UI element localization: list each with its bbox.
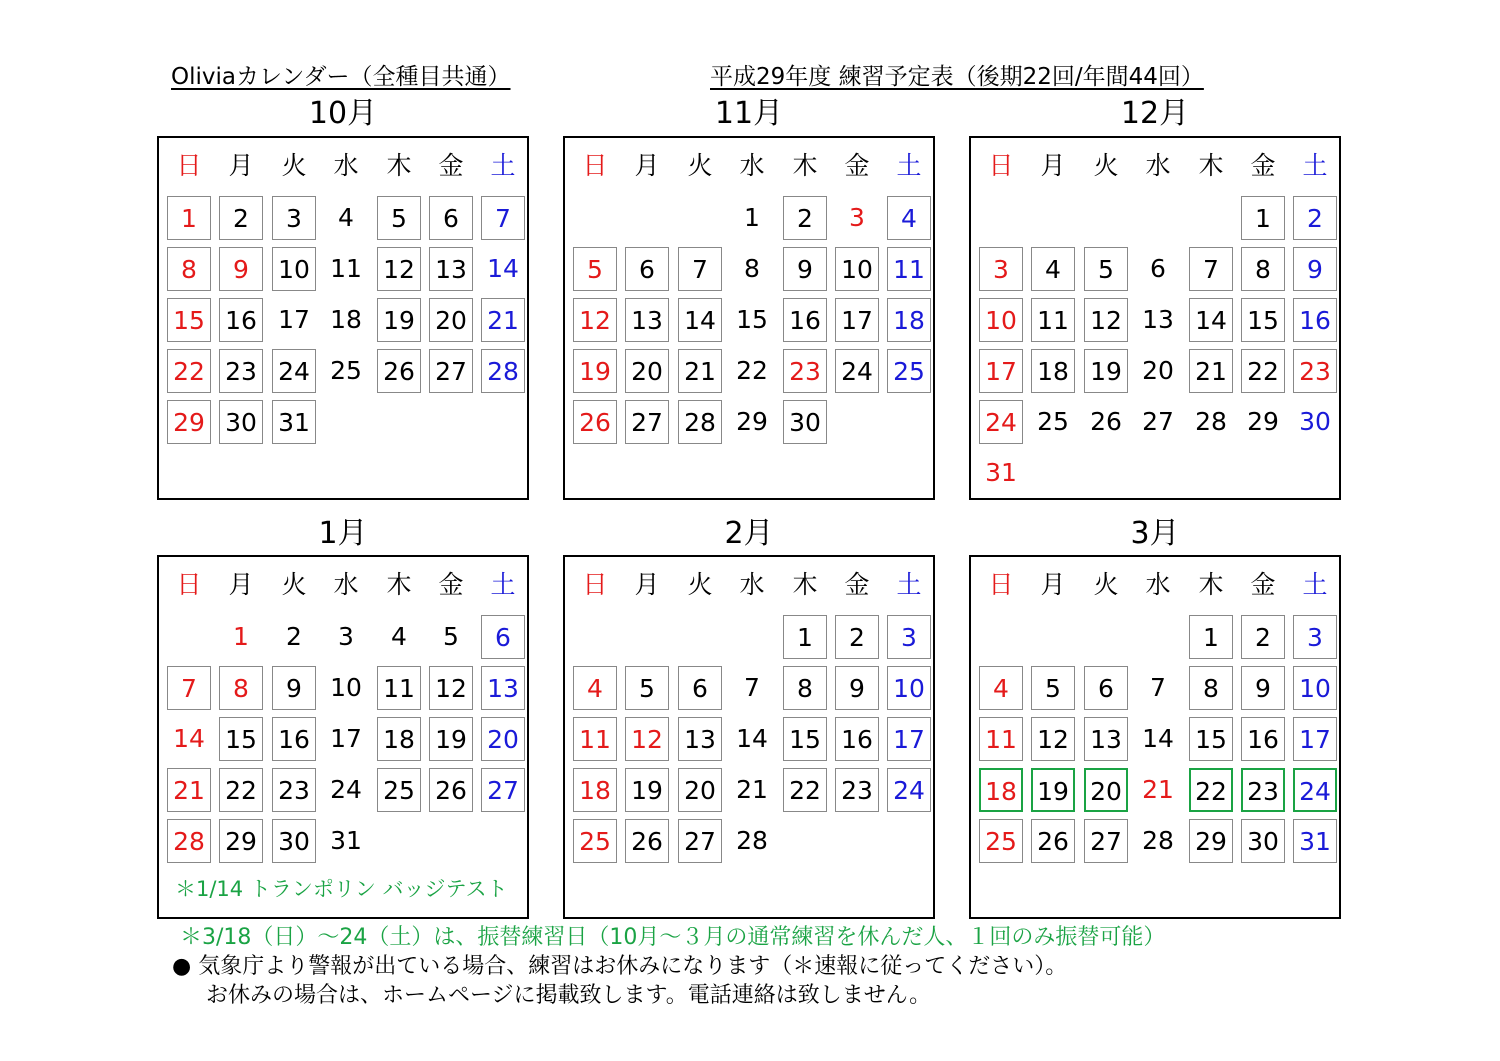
day-cell: 3	[1293, 615, 1337, 659]
day-cell: 12	[625, 717, 669, 761]
day-cell: 21	[167, 768, 211, 812]
day-cell: 2	[219, 196, 263, 240]
day-cell: 1	[233, 622, 249, 651]
day-cell: 9	[1293, 247, 1337, 291]
day-cell: 13	[625, 298, 669, 342]
day-cell: 24	[835, 349, 879, 393]
day-cell: 7	[744, 673, 760, 702]
day-cell: 5	[443, 622, 459, 651]
day-cell: 3	[272, 196, 316, 240]
weekday-header: 木	[386, 570, 412, 599]
day-cell: 2	[1293, 196, 1337, 240]
day-cell: 24	[1293, 768, 1337, 812]
day-cell: 18	[573, 768, 617, 812]
day-cell: 23	[783, 349, 827, 393]
month-calendar	[157, 136, 529, 500]
day-cell: 20	[429, 298, 473, 342]
day-cell: 14	[173, 724, 205, 753]
day-cell: 29	[736, 407, 768, 436]
month-title: 2月	[724, 516, 774, 551]
weekday-header: 火	[1093, 570, 1119, 599]
month-title: 1月	[318, 516, 368, 551]
day-cell: 28	[167, 819, 211, 863]
day-cell: 7	[1150, 673, 1166, 702]
weekday-header: 水	[1145, 570, 1171, 599]
weekday-header: 土	[896, 151, 922, 180]
footer-website-note: お休みの場合は、ホームページに掲載致します。電話連絡は致しません。	[206, 983, 932, 1008]
day-cell: 16	[783, 298, 827, 342]
day-cell: 29	[1189, 819, 1233, 863]
day-cell: 18	[1031, 349, 1075, 393]
day-cell: 11	[377, 666, 421, 710]
month-title: 10月	[308, 96, 378, 131]
day-cell: 7	[481, 196, 525, 240]
day-cell: 15	[167, 298, 211, 342]
weekday-header: 水	[739, 570, 765, 599]
day-cell: 19	[1031, 768, 1075, 812]
day-cell: 1	[1189, 615, 1233, 659]
month-calendar	[563, 555, 935, 919]
day-cell: 20	[678, 768, 722, 812]
month-title: 3月	[1130, 516, 1180, 551]
day-cell: 7	[1189, 247, 1233, 291]
day-cell: 23	[272, 768, 316, 812]
month-calendar	[563, 136, 935, 500]
footer-warning-note: ● 気象庁より警報が出ている場合、練習はお休みになります（＊速報に従ってください）。	[172, 954, 1068, 979]
day-cell: 4	[338, 203, 354, 232]
day-cell: 17	[835, 298, 879, 342]
weekday-header: 土	[1302, 570, 1328, 599]
day-cell: 21	[678, 349, 722, 393]
day-cell: 5	[1031, 666, 1075, 710]
day-cell: 16	[272, 717, 316, 761]
month-title: 12月	[1120, 96, 1190, 131]
day-cell: 12	[377, 247, 421, 291]
weekday-header: 土	[1302, 151, 1328, 180]
day-cell: 10	[979, 298, 1023, 342]
day-cell: 4	[979, 666, 1023, 710]
day-cell: 15	[736, 305, 768, 334]
day-cell: 11	[573, 717, 617, 761]
day-cell: 23	[219, 349, 263, 393]
weekday-header: 火	[281, 151, 307, 180]
day-cell: 20	[481, 717, 525, 761]
weekday-header: 月	[228, 570, 254, 599]
weekday-header: 日	[176, 151, 202, 180]
weekday-header: 水	[333, 151, 359, 180]
day-cell: 8	[744, 254, 760, 283]
day-cell: 17	[887, 717, 931, 761]
day-cell: 16	[835, 717, 879, 761]
weekday-header: 日	[176, 570, 202, 599]
day-cell: 12	[1031, 717, 1075, 761]
day-cell: 27	[1084, 819, 1128, 863]
month-calendar	[969, 555, 1341, 919]
day-cell: 8	[783, 666, 827, 710]
day-cell: 12	[429, 666, 473, 710]
day-cell: 2	[1241, 615, 1285, 659]
day-cell: 9	[783, 247, 827, 291]
weekday-header: 月	[634, 570, 660, 599]
day-cell: 2	[783, 196, 827, 240]
weekday-header: 日	[582, 570, 608, 599]
day-cell: 18	[330, 305, 362, 334]
day-cell: 27	[678, 819, 722, 863]
day-cell: 20	[1084, 768, 1128, 812]
weekday-header: 土	[490, 570, 516, 599]
weekday-header: 土	[896, 570, 922, 599]
day-cell: 7	[167, 666, 211, 710]
day-cell: 25	[377, 768, 421, 812]
day-cell: 24	[330, 775, 362, 804]
day-cell: 1	[744, 203, 760, 232]
day-cell: 23	[835, 768, 879, 812]
day-cell: 25	[887, 349, 931, 393]
day-cell: 31	[272, 400, 316, 444]
weekday-header: 水	[1145, 151, 1171, 180]
weekday-header: 金	[844, 570, 870, 599]
day-cell: 5	[1084, 247, 1128, 291]
day-cell: 10	[330, 673, 362, 702]
day-cell: 14	[736, 724, 768, 753]
header-right-title: 平成29年度 練習予定表（後期22回/年間44回）	[710, 64, 1204, 90]
day-cell: 21	[736, 775, 768, 804]
weekday-header: 金	[438, 570, 464, 599]
day-cell: 29	[167, 400, 211, 444]
day-cell: 28	[678, 400, 722, 444]
weekday-header: 月	[1040, 151, 1066, 180]
day-cell: 16	[1293, 298, 1337, 342]
day-cell: 14	[1189, 298, 1233, 342]
weekday-header: 月	[634, 151, 660, 180]
day-cell: 7	[678, 247, 722, 291]
day-cell: 17	[979, 349, 1023, 393]
weekday-header: 日	[582, 151, 608, 180]
day-cell: 21	[1142, 775, 1174, 804]
day-cell: 30	[783, 400, 827, 444]
day-cell: 24	[979, 400, 1023, 444]
day-cell: 19	[573, 349, 617, 393]
weekday-header: 金	[438, 151, 464, 180]
day-cell: 8	[167, 247, 211, 291]
weekday-header: 月	[1040, 570, 1066, 599]
day-cell: 6	[678, 666, 722, 710]
day-cell: 17	[278, 305, 310, 334]
day-cell: 25	[330, 356, 362, 385]
day-cell: 5	[377, 196, 421, 240]
day-cell: 31	[985, 458, 1017, 487]
day-cell: 28	[481, 349, 525, 393]
weekday-header: 木	[1198, 151, 1224, 180]
day-cell: 16	[1241, 717, 1285, 761]
weekday-header: 土	[490, 151, 516, 180]
day-cell: 20	[625, 349, 669, 393]
day-cell: 6	[429, 196, 473, 240]
day-cell: 1	[167, 196, 211, 240]
day-cell: 12	[573, 298, 617, 342]
day-cell: 10	[835, 247, 879, 291]
month-calendar	[969, 136, 1341, 500]
day-cell: 26	[1031, 819, 1075, 863]
day-cell: 30	[1241, 819, 1285, 863]
day-cell: 18	[377, 717, 421, 761]
weekday-header: 火	[281, 570, 307, 599]
day-cell: 14	[1142, 724, 1174, 753]
day-cell: 3	[338, 622, 354, 651]
day-cell: 3	[979, 247, 1023, 291]
weekday-header: 金	[1250, 570, 1276, 599]
day-cell: 23	[1293, 349, 1337, 393]
day-cell: 31	[1293, 819, 1337, 863]
footer-substitute-note: ＊3/18（日）～24（土）は、振替練習日（10月～３月の通常練習を休んだ人、１回のみ振替可能）	[180, 925, 1166, 950]
day-cell: 21	[1189, 349, 1233, 393]
day-cell: 30	[272, 819, 316, 863]
day-cell: 9	[219, 247, 263, 291]
day-cell: 20	[1142, 356, 1174, 385]
day-cell: 4	[1031, 247, 1075, 291]
day-cell: 9	[1241, 666, 1285, 710]
day-cell: 1	[783, 615, 827, 659]
month-title: 11月	[714, 96, 784, 131]
day-cell: 27	[429, 349, 473, 393]
day-cell: 6	[481, 615, 525, 659]
day-cell: 31	[330, 826, 362, 855]
day-cell: 19	[377, 298, 421, 342]
day-cell: 2	[835, 615, 879, 659]
day-cell: 10	[887, 666, 931, 710]
day-cell: 18	[887, 298, 931, 342]
day-cell: 15	[783, 717, 827, 761]
weekday-header: 金	[844, 151, 870, 180]
month-note: ＊1/14 トランポリン バッジテスト	[175, 877, 508, 901]
weekday-header: 火	[1093, 151, 1119, 180]
day-cell: 13	[678, 717, 722, 761]
day-cell: 25	[573, 819, 617, 863]
day-cell: 24	[887, 768, 931, 812]
day-cell: 19	[625, 768, 669, 812]
day-cell: 26	[429, 768, 473, 812]
day-cell: 26	[625, 819, 669, 863]
weekday-header: 水	[333, 570, 359, 599]
day-cell: 27	[1142, 407, 1174, 436]
day-cell: 3	[887, 615, 931, 659]
day-cell: 4	[887, 196, 931, 240]
day-cell: 26	[377, 349, 421, 393]
day-cell: 6	[625, 247, 669, 291]
weekday-header: 火	[687, 570, 713, 599]
weekday-header: 火	[687, 151, 713, 180]
day-cell: 28	[1195, 407, 1227, 436]
month-calendar	[157, 555, 529, 919]
day-cell: 26	[1090, 407, 1122, 436]
day-cell: 8	[219, 666, 263, 710]
day-cell: 8	[1241, 247, 1285, 291]
day-cell: 22	[167, 349, 211, 393]
day-cell: 13	[1142, 305, 1174, 334]
weekday-header: 金	[1250, 151, 1276, 180]
day-cell: 23	[1241, 768, 1285, 812]
day-cell: 11	[887, 247, 931, 291]
day-cell: 28	[1142, 826, 1174, 855]
day-cell: 8	[1189, 666, 1233, 710]
day-cell: 15	[1241, 298, 1285, 342]
day-cell: 3	[849, 203, 865, 232]
day-cell: 27	[481, 768, 525, 812]
day-cell: 13	[481, 666, 525, 710]
day-cell: 25	[979, 819, 1023, 863]
day-cell: 11	[330, 254, 362, 283]
day-cell: 22	[1241, 349, 1285, 393]
day-cell: 29	[219, 819, 263, 863]
weekday-header: 木	[792, 570, 818, 599]
day-cell: 30	[1299, 407, 1331, 436]
day-cell: 28	[736, 826, 768, 855]
day-cell: 19	[1084, 349, 1128, 393]
day-cell: 13	[429, 247, 473, 291]
day-cell: 19	[429, 717, 473, 761]
day-cell: 22	[736, 356, 768, 385]
weekday-header: 木	[386, 151, 412, 180]
day-cell: 15	[219, 717, 263, 761]
day-cell: 17	[1293, 717, 1337, 761]
day-cell: 22	[1189, 768, 1233, 812]
day-cell: 4	[391, 622, 407, 651]
header-left-title: Oliviaカレンダー（全種目共通）	[171, 64, 511, 90]
day-cell: 10	[1293, 666, 1337, 710]
day-cell: 11	[1031, 298, 1075, 342]
day-cell: 1	[1241, 196, 1285, 240]
day-cell: 6	[1150, 254, 1166, 283]
day-cell: 22	[219, 768, 263, 812]
day-cell: 14	[678, 298, 722, 342]
day-cell: 21	[481, 298, 525, 342]
day-cell: 13	[1084, 717, 1128, 761]
weekday-header: 木	[1198, 570, 1224, 599]
day-cell: 12	[1084, 298, 1128, 342]
day-cell: 17	[330, 724, 362, 753]
weekday-header: 月	[228, 151, 254, 180]
day-cell: 4	[573, 666, 617, 710]
day-cell: 14	[487, 254, 519, 283]
day-cell: 24	[272, 349, 316, 393]
day-cell: 18	[979, 768, 1023, 812]
day-cell: 10	[272, 247, 316, 291]
day-cell: 30	[219, 400, 263, 444]
day-cell: 2	[286, 622, 302, 651]
weekday-header: 木	[792, 151, 818, 180]
day-cell: 9	[835, 666, 879, 710]
day-cell: 22	[783, 768, 827, 812]
day-cell: 25	[1037, 407, 1069, 436]
day-cell: 5	[625, 666, 669, 710]
day-cell: 6	[1084, 666, 1128, 710]
day-cell: 26	[573, 400, 617, 444]
day-cell: 27	[625, 400, 669, 444]
day-cell: 5	[573, 247, 617, 291]
weekday-header: 水	[739, 151, 765, 180]
day-cell: 29	[1247, 407, 1279, 436]
day-cell: 15	[1189, 717, 1233, 761]
day-cell: 9	[272, 666, 316, 710]
day-cell: 11	[979, 717, 1023, 761]
day-cell: 16	[219, 298, 263, 342]
weekday-header: 日	[988, 151, 1014, 180]
weekday-header: 日	[988, 570, 1014, 599]
